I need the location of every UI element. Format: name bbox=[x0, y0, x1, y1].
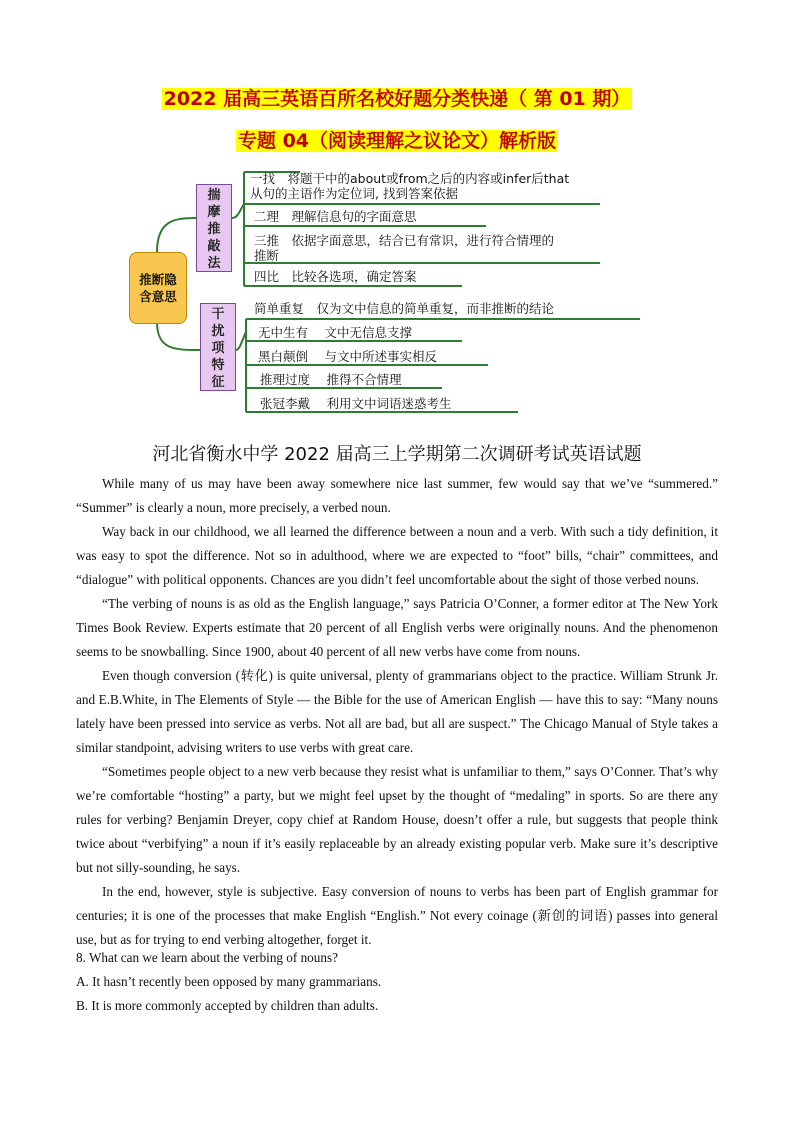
center-node bbox=[129, 252, 187, 324]
branch2-item-2-line1: 无中生有 文中无信息支撑 bbox=[258, 325, 412, 340]
question-block bbox=[76, 946, 718, 1018]
title-line-2 bbox=[0, 128, 794, 154]
branch2-item-2 bbox=[258, 325, 412, 340]
paragraph: While many of us may have been away somewhere nice last summer, few would say that we’ve “summered.” “Summer” is clearly a noun, more precisely, a verbed noun. bbox=[76, 476, 718, 515]
option-a: A. It hasn’t recently been opposed by many grammarians. bbox=[76, 974, 382, 989]
paragraph: Even though conversion (转化) is quite universal, plenty of grammarians object to the practice. William Strunk Jr. and E.B.White, in The Elements of Style — the Bible for the use of American English — have this to say: “Many nouns lately have been pressed into service as verbs. Not all are bad, but all are suspect.” The Chicago Manual of Style takes a similar standpoint, advising writers to use verbs with great care. bbox=[76, 668, 718, 755]
branch1-item-3 bbox=[254, 233, 554, 263]
branch2-item-1-line1: 简单重复 仅为文中信息的简单重复，而非推断的结论 bbox=[254, 301, 555, 316]
branch2-item-4 bbox=[260, 372, 401, 387]
branch2-item-3 bbox=[258, 349, 437, 364]
question-stem: 8. What can we learn about the verbing of nouns? bbox=[76, 950, 338, 965]
branch2-item-5 bbox=[260, 396, 451, 411]
article-body bbox=[76, 472, 718, 952]
branch1-item-4 bbox=[254, 269, 417, 284]
center-node-label: 推断隐含意思 bbox=[139, 272, 177, 304]
branch1-item-1-line1: 一找 将题干中的about或from之后的内容或infer后that bbox=[250, 171, 570, 186]
branch2-item-1 bbox=[254, 301, 554, 316]
branch1-label: 揣摩推敲法 bbox=[207, 188, 221, 271]
branch1-spine bbox=[232, 204, 244, 278]
paragraph: “Sometimes people object to a new verb because they resist what is unfamiliar to them,” says O’Conner. That’s why we’re comfortable “hosting” a party, but we might feel upset by the thought of “medaling” in sports. So are there any rules for verbing? Benjamin Dreyer, copy chief at Random House, doesn’t offer a rule, but suggests that people think twice about “verbifying” a noun if it’s easily replaceable by an already existing popular verb. Make sure it’s descriptive but not silly-sounding, he says. bbox=[76, 764, 718, 875]
branch1-item-2 bbox=[254, 209, 417, 224]
option-b: B. It is more commonly accepted by children than adults. bbox=[76, 998, 379, 1013]
branch2-node bbox=[200, 303, 236, 391]
paragraph: In the end, however, style is subjective. Easy conversion of nouns to verbs has been part of English grammar for centuries; it is one of the processes that make English “English.” Not every coinage (新创的词语) passes into general use, but as for trying to end verbing altogether, forget it. bbox=[76, 884, 718, 947]
branch1-item-3-line2: 推断 bbox=[254, 248, 280, 263]
branch2-item-5-line1: 张冠李戴 利用文中词语迷惑考生 bbox=[260, 396, 452, 411]
branch2-item-3-line1: 黑白颠倒 与文中所述事实相反 bbox=[258, 349, 437, 364]
branch1-item-4-line1: 四比 比较各选项，确定答案 bbox=[254, 269, 417, 284]
branch1-item-1-line2: 从句的主语作为定位词, 找到答案依据 bbox=[250, 186, 458, 201]
title-line-1 bbox=[0, 86, 794, 112]
paragraph: Way back in our childhood, we all learned the difference between a noun and a verb. With such a tidy definition, it was easy to spot the difference. Not so in adulthood, where we are expected to “foot” bills, “chair” committees, and “dialogue” with political opponents. Chances are you didn’t feel uncomfortable about the sight of those verbed nouns. bbox=[76, 524, 718, 587]
branch1-item-3-line1: 三推 依据字面意思，结合已有常识，进行符合情理的 bbox=[254, 233, 555, 248]
branch1-item-1 bbox=[250, 171, 569, 201]
mind-map bbox=[0, 160, 794, 420]
branch1-node bbox=[196, 184, 232, 272]
connector-branch1 bbox=[157, 218, 196, 252]
branch2-label: 干扰项特征 bbox=[211, 307, 225, 390]
branch2-item-4-line1: 推理过度 推得不合情理 bbox=[260, 372, 402, 387]
connector-branch2 bbox=[157, 322, 200, 350]
document-heading: 河北省衡水中学 2022 届高三上学期第二次调研考试英语试题 bbox=[152, 444, 642, 465]
title-text-1: 2022 届高三英语百所名校好题分类快递（ 第 01 期） bbox=[163, 88, 631, 110]
title-text-2: 专题 04（阅读理解之议论文）解析版 bbox=[237, 130, 557, 152]
branch1-item-2-line1: 二理 理解信息句的字面意思 bbox=[254, 209, 417, 224]
paragraph: “The verbing of nouns is as old as the English language,” says Patricia O’Conner, a former editor at The New York Times Book Review. Experts estimate that 20 percent of all English verbs were originally nouns. And the phenomenon seems to be snowballing. Since 1900, about 40 percent of all new verbs have come from nouns. bbox=[76, 596, 718, 659]
